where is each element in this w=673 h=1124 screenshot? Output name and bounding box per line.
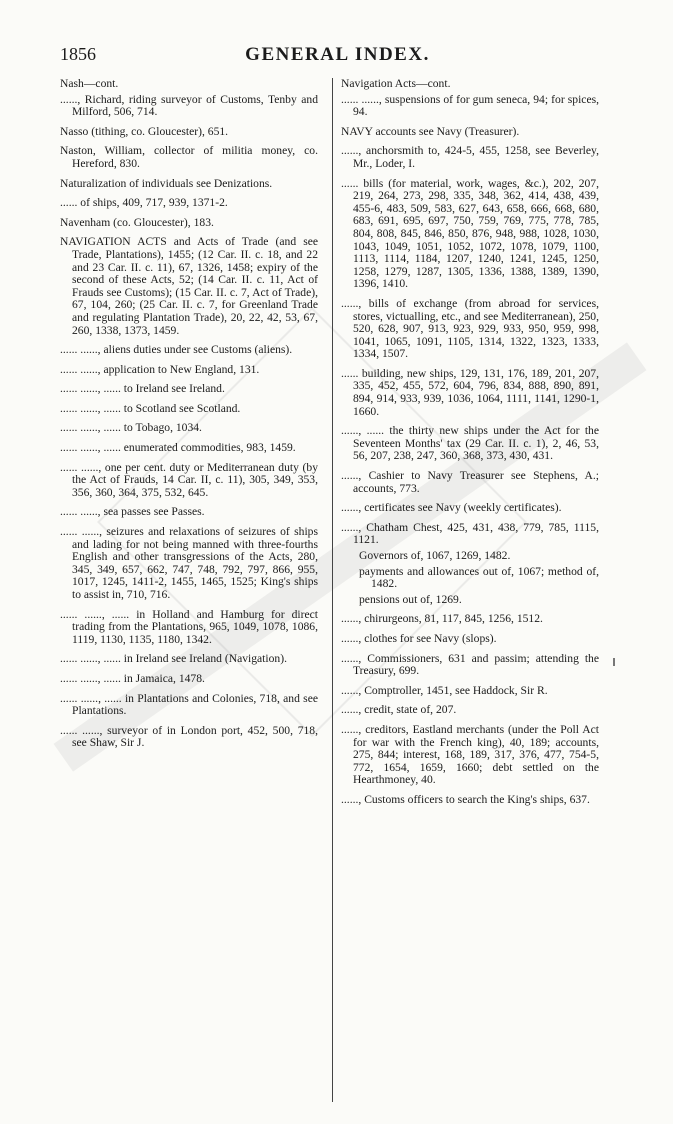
index-entry: ...... ......, ...... in Plantations and Colonies, 718, and see Plantations. [60, 691, 318, 718]
index-entry: ...... ......, ...... enumerated commodities, 983, 1459. [60, 441, 296, 455]
index-entry: ......, chirurgeons, 81, 117, 845, 1256, 1512. [341, 612, 543, 626]
index-subentry: Governors of, 1067, 1269, 1482. [359, 549, 511, 562]
index-entry: ......, Customs officers to search the King's ships, 637. [341, 792, 590, 806]
index-entry: ......, creditors, Eastland merchants (under the Poll Act for war with the French king), 40, 189; accounts, 275, 844; interest, 168, 189, 317, 376, 477, 754-5, 772, 1654, 1659, 1660; debt settled on the Hearthmoney, 40. [341, 722, 599, 787]
index-entry: ...... ......, surveyor of in London port, 452, 500, 718, see Shaw, Sir J. [60, 723, 318, 750]
index-entry: ......, bills of exchange (from abroad for services, stores, victualling, etc., and see Mediterranean), 250, 520, 628, 907, 913, 923, 929, 933, 950, 959, 998, 1041, 1065, 1091, 1105, 1314, 1322, 1323, 1333, 1334, 1507. [341, 296, 599, 361]
right-column [341, 78, 599, 814]
index-entry: ...... ......, ...... to Tobago, 1034. [60, 421, 202, 435]
index-entry: ...... ......, ...... to Scotland see Scotland. [60, 401, 241, 415]
stray-mark [613, 658, 615, 666]
index-entry: ......, Cashier to Navy Treasurer see Stephens, A.; accounts, 773. [341, 469, 599, 495]
index-subentry: pensions out of, 1269. [359, 592, 462, 606]
index-entry: Naturalization of individuals see Denizations. [60, 176, 273, 190]
index-entry: ...... building, new ships, 129, 131, 176, 189, 201, 207, 335, 452, 455, 572, 604, 796, 834, 888, 890, 891, 894, 914, 933, 939, 1036, 1064, 1111, 1141, 1290-1, 1660. [341, 366, 599, 418]
index-entry: ...... bills (for material, work, wages, &c.), 202, 207, 219, 264, 273, 298, 335, 348, 362, 414, 438, 439, 455-6, 483, 509, 583, 627, 643, 658, 666, 668, 680, 683, 691, 695, 697, 750, 759, 769, 775, 778, 785, 804, 808, 845, 846, 850, 876, 948, 988, 1028, 1030, 1043, 1049, 1051, 1052, 1072, 1078, 1079, 1100, 1113, 1114, 1184, 1207, 1240, 1241, 1245, 1250, 1258, 1279, 1287, 1305, 1336, 1388, 1389, 1390, 1396, 1410. [341, 176, 599, 291]
index-subentry: payments and allowances out of, 1067; method of, 1482. [359, 564, 599, 591]
index-entry: ...... ......, application to New England, 131. [60, 362, 260, 376]
left-column [60, 78, 318, 757]
running-title: GENERAL INDEX. [245, 44, 430, 65]
index-entry: ......, certificates see Navy (weekly certificates). [341, 501, 562, 515]
index-entry: ......, Comptroller, 1451, see Haddock, Sir R. [341, 683, 548, 697]
page-number: 1856 [60, 44, 96, 64]
index-entry: ...... ......, ...... in Holland and Hamburg for direct trading from the Plantations, 965, 1049, 1078, 1086, 1119, 1130, 1135, 1180, 1342. [60, 607, 318, 646]
index-entry: ......, anchorsmith to, 424-5, 455, 1258, see Beverley, Mr., Loder, I. [341, 144, 599, 170]
index-entry: ...... of ships, 409, 717, 939, 1371-2. [60, 196, 228, 210]
index-entry: Naston, William, collector of militia money, co. Hereford, 830. [60, 144, 318, 170]
index-entry: ...... ......, sea passes see Passes. [60, 505, 205, 519]
index-entry: ...... ......, one per cent. duty or Mediterranean duty (by the Act of Frauds, 14 Car. II, c. 11), 305, 349, 353, 356, 360, 364, 375, 532, 645. [60, 460, 318, 499]
column-divider [332, 78, 333, 1102]
index-entry: ......, credit, state of, 207. [341, 703, 457, 717]
index-entry: Nasso (tithing, co. Gloucester), 651. [60, 124, 229, 138]
index-entry: Navenham (co. Gloucester), 183. [60, 215, 214, 229]
index-entry: ......, Chatham Chest, 425, 431, 438, 779, 785, 1115, 1121. [341, 520, 599, 547]
index-entry: ...... ......, ...... in Jamaica, 1478. [60, 671, 205, 685]
index-entry: ......, clothes for see Navy (slops). [341, 631, 497, 645]
index-entry: ...... ......, aliens duties under see Customs (aliens). [60, 343, 293, 357]
index-entry: Nash—cont. [60, 77, 119, 90]
page-header [60, 44, 615, 68]
index-entry: ...... ......, seizures and relaxations of seizures of ships and lading for not being manned with three-fourths English and other transgressions of the Acts, 280, 345, 349, 657, 662, 747, 748, 792, 797, 866, 955, 1017, 1245, 1411-2, 1455, 1465, 1525; King's ships to assist in, 710, 716. [60, 525, 318, 601]
index-entry: ...... ......, ...... in Ireland see Ireland (Navigation). [60, 652, 287, 666]
index-entry: ...... ......, ...... to Ireland see Ireland. [60, 382, 225, 396]
index-entry: Navigation Acts—cont. [341, 77, 451, 90]
index-entry: ......, Richard, riding surveyor of Customs, Tenby and Milford, 506, 714. [60, 92, 318, 119]
index-entry: ...... ......, suspensions of for gum seneca, 94; for spices, 94. [341, 92, 599, 119]
index-entry: ......, Commissioners, 631 and passim; attending the Treasury, 699. [341, 651, 599, 678]
index-entry: NAVIGATION ACTS and Acts of Trade (and see Trade, Plantations), 1455; (12 Car. II. c. 18, and 22 and 23 Car. II. c. 11), 67, 1326, 1458; expiry of the second of these Acts, 52; (14 Car. II. c. 11, Act of Frauds see Customs); (15 Car. II. c. 7, Act of Trade), 67, 104, 260; (25 Car. II. c. 7, for Greenland Trade and regulating Plantation Trade), 20, 22, 42, 53, 67, 260, 1338, 1373, 1459. [60, 235, 318, 337]
index-entry: ......, ...... the thirty new ships under the Act for the Seventeen Months' tax (29 Car. II. c. 1), 2, 46, 53, 56, 207, 238, 247, 360, 368, 373, 430, 431. [341, 424, 599, 463]
index-entry: NAVY accounts see Navy (Treasurer). [341, 124, 520, 138]
